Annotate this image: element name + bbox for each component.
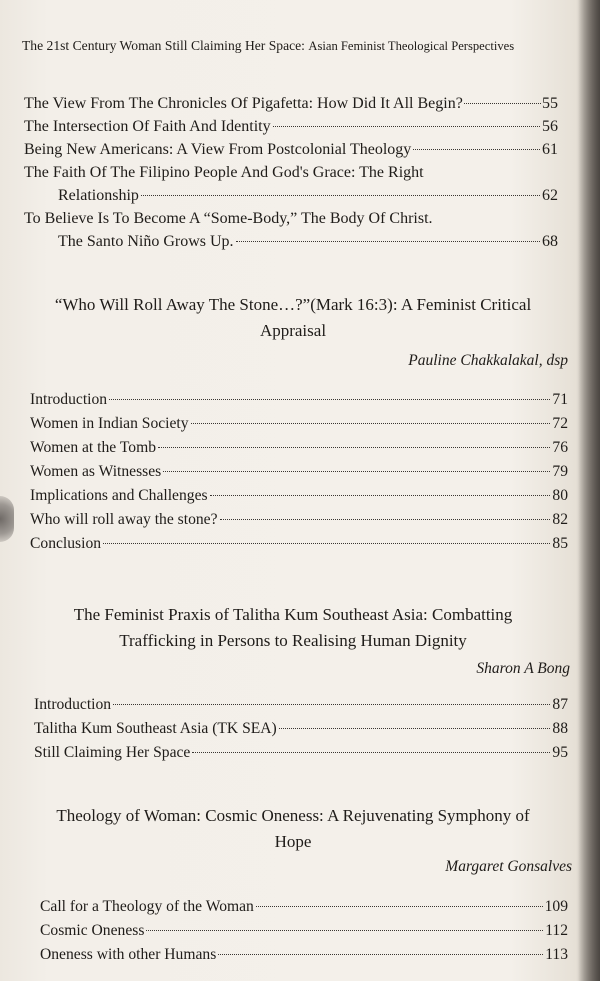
dot-leader [279,728,551,729]
binding-hole [0,496,14,542]
toc-entry-page: 112 [545,922,568,939]
toc-entry-page: 71 [552,391,568,408]
toc-entry-title: Introduction [34,696,112,713]
toc-entry-title: Being New Americans: A View From Postcolonial Theology [24,141,412,158]
toc-entry[interactable] [24,92,558,115]
section-title-line1: Theology of Woman: Cosmic Oneness: A Rejuvenating Symphony of [56,806,530,825]
toc-entry-page: 85 [552,535,568,552]
toc-entry-title: Talitha Kum Southeast Asia (TK SEA) [34,720,277,737]
toc-entry-title: The Santo Niño Grows Up. [58,233,234,250]
toc-section-3 [40,895,568,967]
toc-entry-title: Introduction [30,391,108,408]
toc-entry[interactable] [30,484,568,508]
toc-entry-page: 113 [545,946,568,963]
dot-leader [103,543,550,544]
toc-entry-title-line1: To Believe Is To Become A “Some-Body,” The Body Of Christ. [24,210,433,227]
section-title [24,803,562,855]
toc-entry-page: 88 [552,720,568,737]
running-head-sub: Asian Feminist Theological Perspectives [308,39,515,53]
toc-entry-page: 79 [552,463,568,480]
dot-leader [109,399,550,400]
toc-entry-title: Call for a Theology of the Woman [40,898,254,915]
section-author: Margaret Gonsalves [445,858,572,875]
toc-entry[interactable] [24,230,558,253]
toc-entry[interactable] [34,717,568,741]
toc-entry-page: 80 [552,487,568,504]
dot-leader [273,126,540,127]
section-title [24,292,562,344]
toc-section-1 [30,388,568,556]
toc-entry-title: Cosmic Oneness [40,922,145,939]
toc-entry-page: 87 [552,696,568,713]
toc-entry-title: Implications and Challenges [30,487,208,504]
toc-entry-page: 82 [552,511,568,528]
dot-leader [413,149,540,150]
toc-entry[interactable] [34,741,568,765]
toc-entry[interactable] [34,693,568,717]
dot-leader [146,930,543,931]
dot-leader [158,447,550,448]
toc-entry[interactable] [24,115,558,138]
toc-entry[interactable] [30,388,568,412]
dot-leader [218,954,543,955]
section-title-line2: Appraisal [259,321,327,340]
toc-entry[interactable] [24,138,558,161]
toc-entry-page: 68 [542,233,558,250]
section-title-line2: Hope [274,832,312,851]
toc-entry[interactable] [30,508,568,532]
toc-entry-title: Women at the Tomb [30,439,156,456]
toc-entry[interactable] [30,412,568,436]
toc-entry-title: Oneness with other Humans [40,946,217,963]
toc-entry[interactable] [30,532,568,556]
toc-entry[interactable] [40,943,568,967]
toc-entry-title: Women as Witnesses [30,463,162,480]
toc-entry-page: 109 [544,898,568,915]
dot-leader [113,704,550,705]
section-author: Pauline Chakkalakal, dsp [408,352,568,369]
dot-leader [236,241,540,242]
dot-leader [163,471,550,472]
toc-entry-title: Conclusion [30,535,102,552]
toc-entry[interactable] [30,460,568,484]
page-edge-shadow [578,0,600,981]
toc-entry-title: Women in Indian Society [30,415,189,432]
section-title-line2: Trafficking in Persons to Realising Human Dignity [119,631,467,650]
dot-leader [210,495,551,496]
toc-entry-title: The Intersection Of Faith And Identity [24,118,271,135]
toc-entry-page: 76 [552,439,568,456]
toc-section-2 [34,693,568,765]
toc-entry[interactable] [24,184,558,207]
running-head [22,38,562,54]
toc-entry-title: Who will roll away the stone? [30,511,218,528]
dot-leader [141,195,540,196]
toc-entry-page: 55 [542,95,558,112]
dot-leader [192,752,550,753]
dot-leader [220,519,551,520]
toc-entry-title-line1: The Faith Of The Filipino People And God's Grace: The Right [24,164,424,181]
toc-entry[interactable] [40,919,568,943]
toc-entry-title: Still Claiming Her Space [34,744,191,761]
dot-leader [191,423,551,424]
dot-leader [256,906,543,907]
section-author: Sharon A Bong [476,660,570,677]
toc-entry[interactable] [30,436,568,460]
toc-entry[interactable] [40,895,568,919]
dot-leader [464,103,541,104]
toc-entry-page: 56 [542,118,558,135]
section-title-line1: “Who Will Roll Away The Stone…?”(Mark 16:3): A Feminist Critical [54,295,532,314]
section-title [24,602,562,654]
toc-entry-page: 72 [552,415,568,432]
toc-section-continued [24,92,558,253]
section-title-line1: The Feminist Praxis of Talitha Kum Southeast Asia: Combatting [73,605,513,624]
toc-entry-page: 61 [542,141,558,158]
toc-entry-page: 62 [542,187,558,204]
toc-entry-title: The View From The Chronicles Of Pigafetta: How Did It All Begin? [24,95,463,112]
toc-entry-page: 95 [552,744,568,761]
running-head-main: The 21st Century Woman Still Claiming Her Space: [22,38,305,53]
toc-entry-title: Relationship [58,187,139,204]
